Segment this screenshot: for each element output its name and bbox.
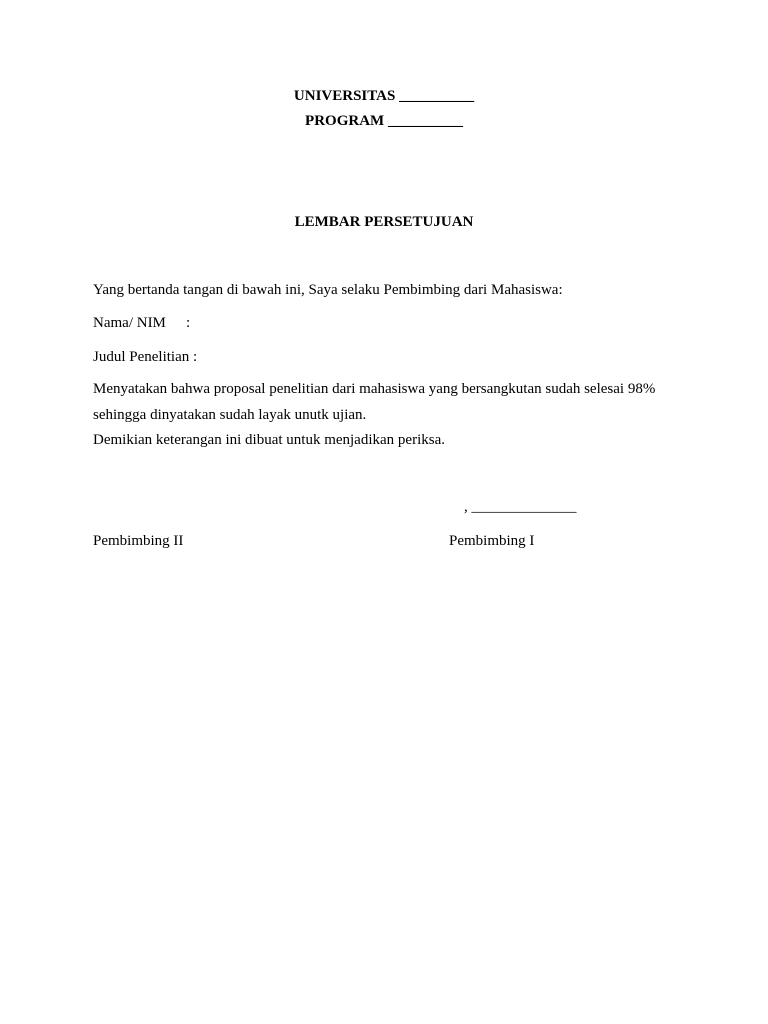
closing-text: Demikian keterangan ini dibuat untuk menjadikan periksa. bbox=[93, 432, 445, 448]
advisor-1-label: Pembimbing I bbox=[449, 533, 535, 549]
advisor-2-label: Pembimbing II bbox=[93, 533, 184, 549]
university-heading: UNIVERSITAS __________ bbox=[293, 88, 475, 104]
judul-penelitian-colon: : bbox=[193, 349, 198, 365]
judul-penelitian-label: Judul Penelitian bbox=[93, 349, 190, 365]
document-title: LEMBAR PERSETUJUAN bbox=[294, 214, 474, 230]
place-date-line: , ______________ bbox=[464, 499, 577, 515]
statement-line-2: sehingga dinyatakan sudah layak unutk ujian. bbox=[93, 407, 367, 423]
statement-line-1: Menyatakan bahwa proposal penelitian dari mahasiswa yang bersangkutan sudah selesai 98% bbox=[93, 381, 656, 397]
nama-nim-label: Nama/ NIM bbox=[93, 315, 166, 331]
program-heading: PROGRAM __________ bbox=[305, 113, 463, 129]
nama-nim-colon: : bbox=[186, 315, 191, 331]
intro-text: Yang bertanda tangan di bawah ini, Saya selaku Pembimbing dari Mahasiswa: bbox=[93, 282, 563, 298]
